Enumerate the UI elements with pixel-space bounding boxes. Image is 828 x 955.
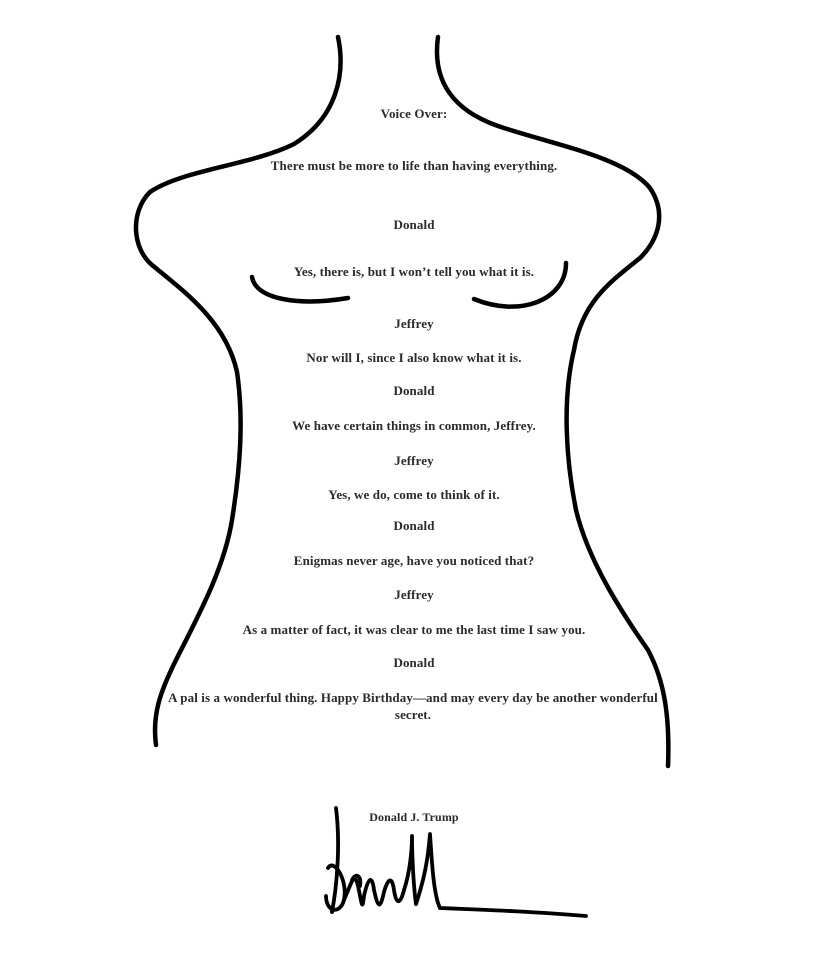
speaker-label-4: Donald — [393, 383, 435, 398]
speaker-label-6: Donald — [393, 518, 435, 533]
speaker-label-7: Jeffrey — [394, 587, 434, 602]
dialogue-line-5: Yes, we do, come to think of it. — [328, 487, 500, 502]
speaker-label-5: Jeffrey — [394, 453, 434, 468]
speaker-label-3: Jeffrey — [394, 316, 434, 331]
dialogue-line-6: Enigmas never age, have you noticed that? — [293, 553, 535, 568]
voice-over-heading: Voice Over: — [380, 106, 448, 121]
dialogue-line-4: We have certain things in common, Jeffrey. — [292, 418, 536, 433]
signature-name: Donald J. Trump — [369, 810, 459, 824]
dialogue-line-1: There must be more to life than having everything. — [270, 158, 558, 173]
dialogue-line-7: As a matter of fact, it was clear to me the last time I saw you. — [242, 622, 586, 637]
dialogue-line-2: Yes, there is, but I won’t tell you what it is. — [293, 264, 535, 279]
chest-left-curve — [252, 277, 348, 301]
dialogue-line-3: Nor will I, since I also know what it is. — [306, 350, 522, 365]
dialogue-line-8: A pal is a wonderful thing. Happy Birthday—and may every day be another wonderful secret. — [168, 690, 658, 722]
speaker-label-2: Donald — [393, 217, 435, 232]
speaker-label-8: Donald — [393, 655, 435, 670]
